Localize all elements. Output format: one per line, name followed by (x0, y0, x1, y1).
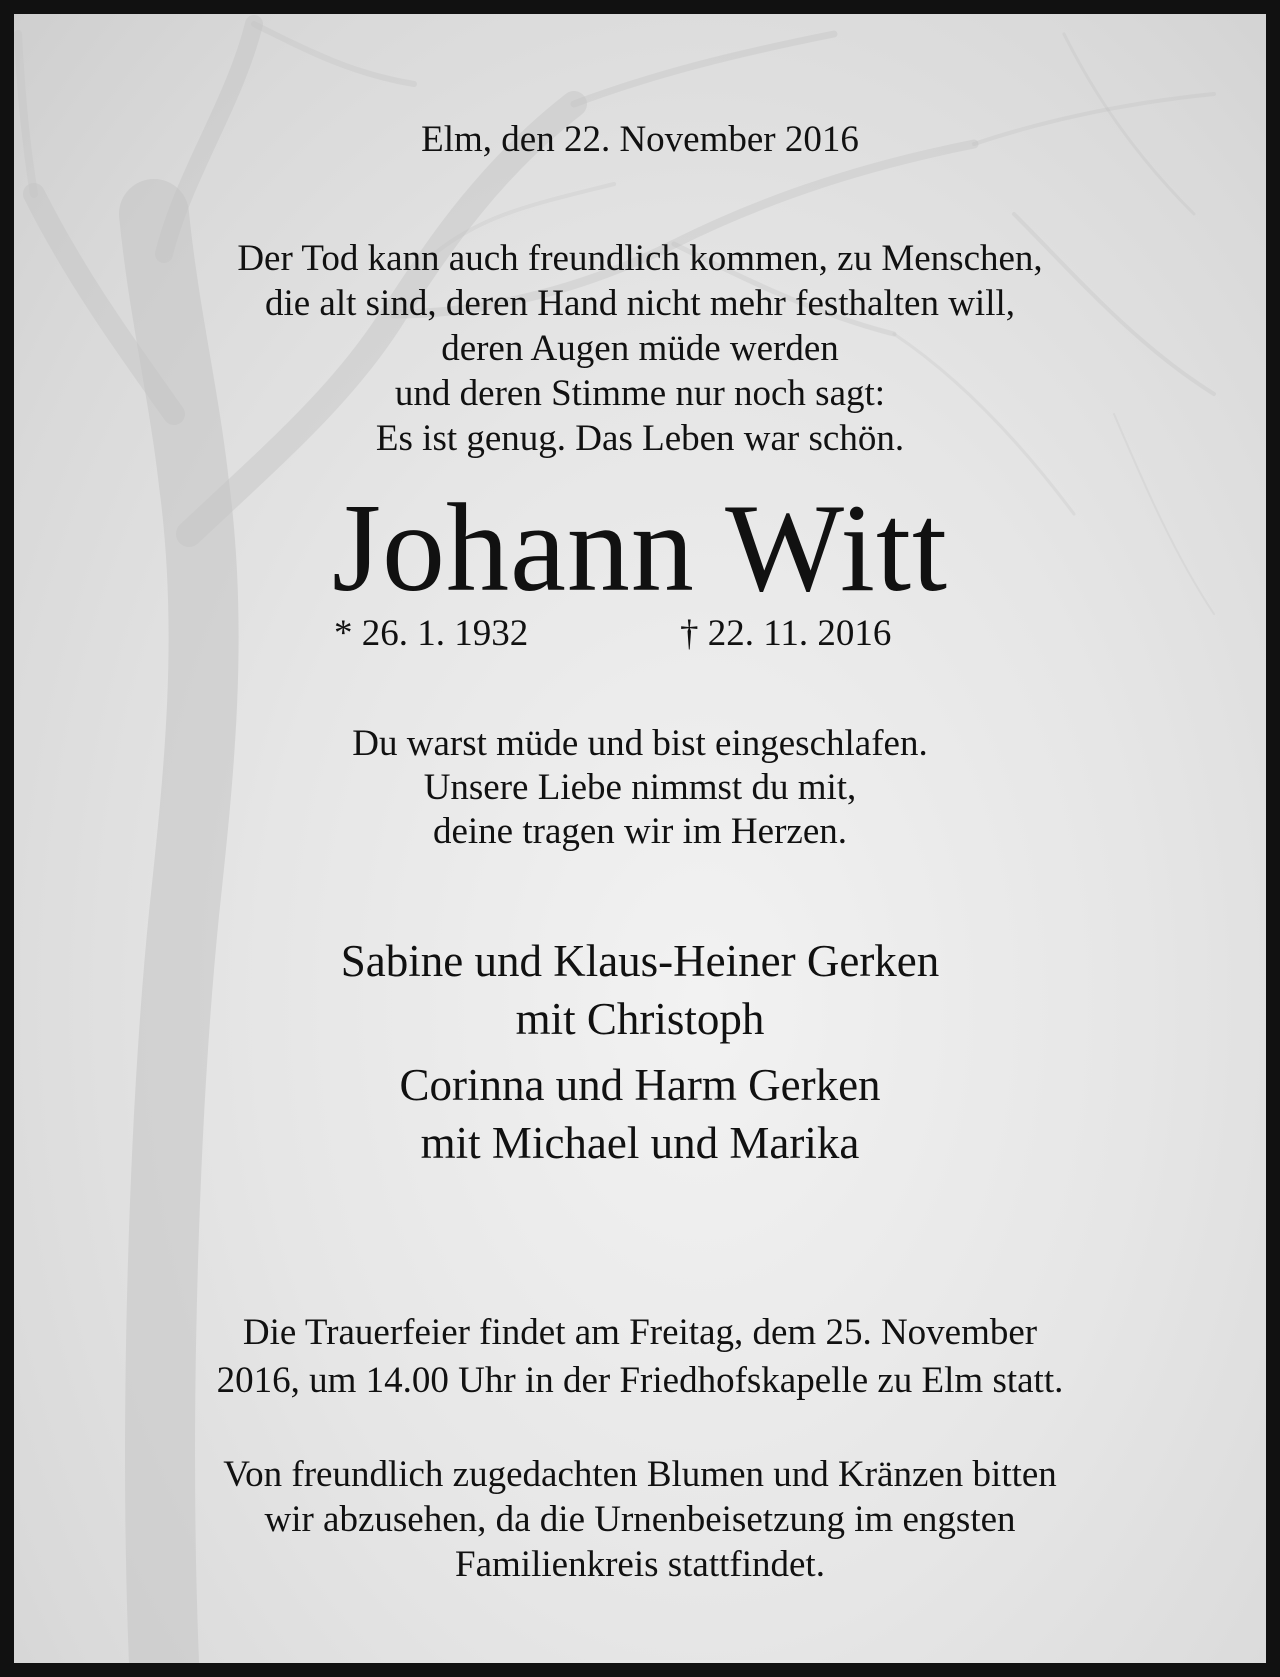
poem-line: Es ist genug. Das Leben war schön. (375, 418, 905, 459)
flowers-request (14, 1452, 1266, 1587)
request-line: wir abzusehen, da die Urnenbeisetzung im engsten (264, 1499, 1016, 1540)
opening-poem (14, 236, 1266, 461)
mourner-line: mit Michael und Marika (420, 1118, 860, 1168)
service-line: Die Trauerfeier findet am Freitag, dem 25. November (242, 1312, 1038, 1353)
farewell-verse (14, 722, 1266, 854)
mourners (14, 932, 1266, 1172)
deceased-name: Johann Witt (331, 479, 949, 618)
death-date: † 22. 11. 2016 (680, 613, 892, 654)
verse-line: deine tragen wir im Herzen. (432, 811, 847, 852)
service-line: 2016, um 14.00 Uhr in der Friedhofskapelle zu Elm statt. (216, 1360, 1064, 1401)
verse-line: Unsere Liebe nimmst du mit, (423, 767, 857, 808)
request-line: Von freundlich zugedachten Blumen und Kränzen bitten (223, 1454, 1057, 1495)
mourner-line: Corinna und Harm Gerken (399, 1060, 881, 1110)
verse-line: Du warst müde und bist eingeschlafen. (352, 723, 928, 764)
poem-line: Der Tod kann auch freundlich kommen, zu Menschen, (237, 238, 1043, 279)
birth-date: * 26. 1. 1932 (334, 613, 529, 654)
place-date: Elm, den 22. November 2016 (421, 119, 859, 160)
funeral-service-info (14, 1309, 1266, 1405)
request-line: Familienkreis stattfindet. (455, 1544, 825, 1585)
poem-line: die alt sind, deren Hand nicht mehr festhalten will, (264, 283, 1016, 324)
mourner-line: Sabine und Klaus-Heiner Gerken (340, 936, 940, 986)
mourner-line: mit Christoph (515, 994, 765, 1044)
poem-line: deren Augen müde werden (441, 328, 839, 369)
poem-line: und deren Stimme nur noch sagt: (394, 373, 886, 414)
life-dates (14, 612, 1266, 662)
